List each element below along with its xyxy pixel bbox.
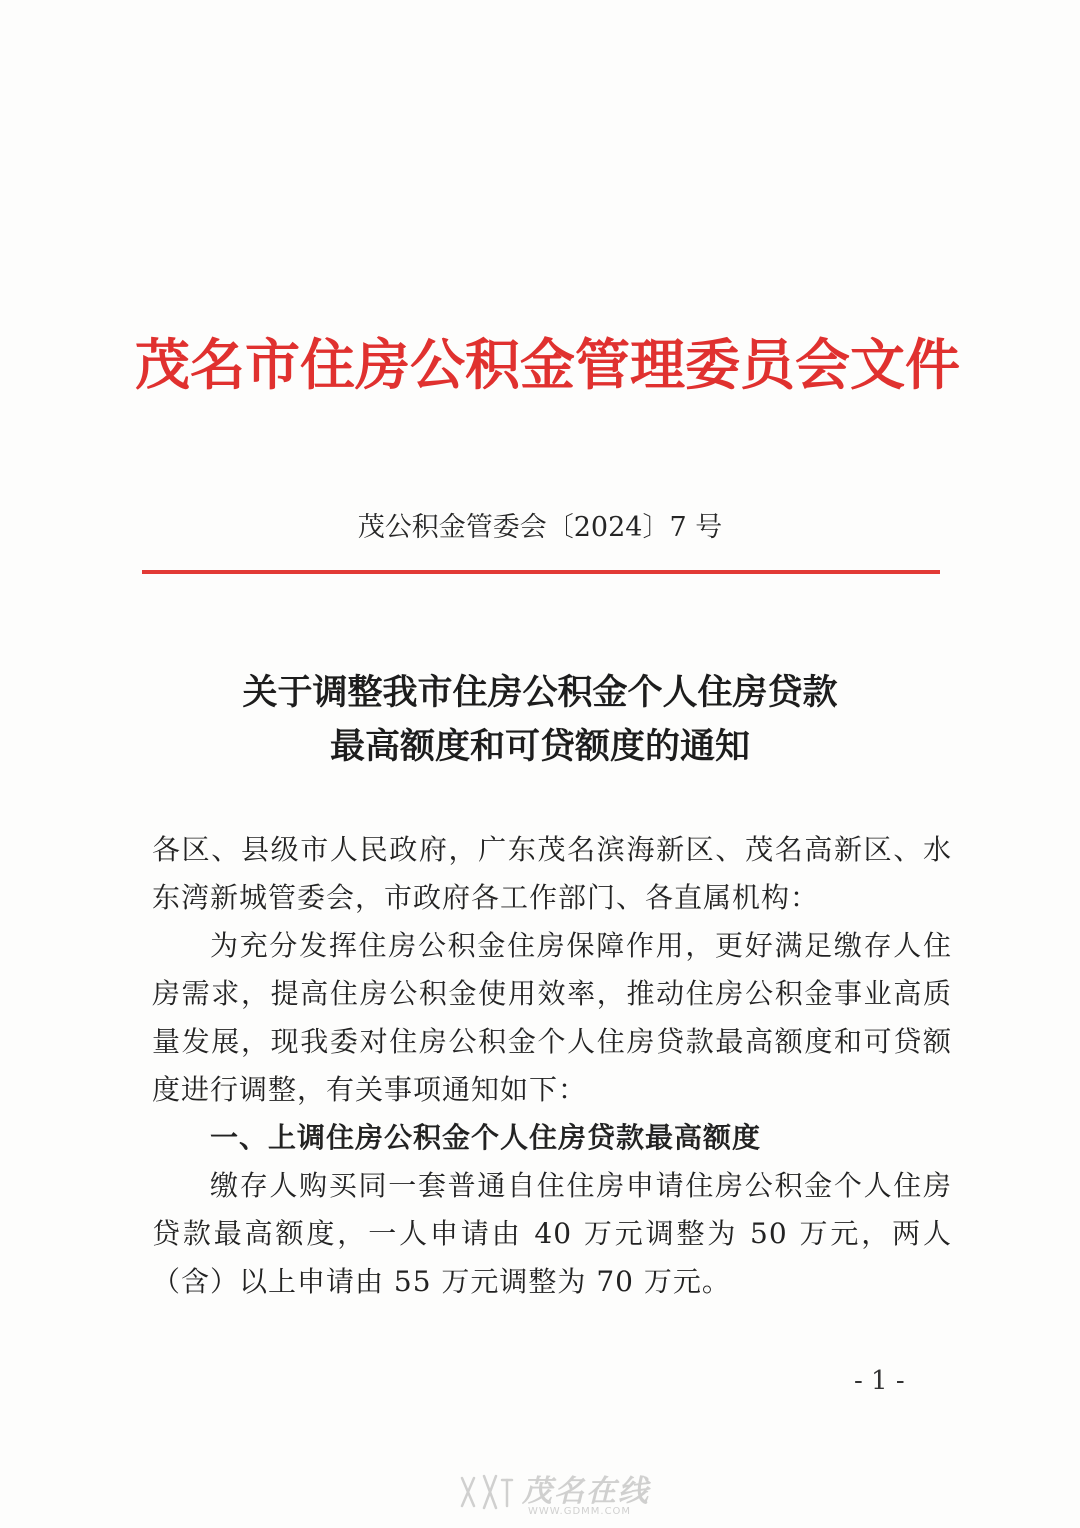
page-number: - 1 - — [854, 1366, 905, 1396]
watermark-url: WWW.GDMM.COM — [528, 1506, 632, 1517]
intro-paragraph: 为充分发挥住房公积金住房保障作用，更好满足缴存人住房需求，提高住房公积金使用效率，推动住房公积金事业高质量发展，现我委对住房公积金个人住房贷款最高额度和可贷额度进行调整，有关事项通知如下： — [152, 929, 952, 1106]
section-1-paragraph: 缴存人购买同一套普通自住住房申请住房公积金个人住房贷款最高额度，一人申请由 40 万元调整为 50 万元，两人（含）以上申请由 55 万元调整为 70 万元。 — [152, 1169, 952, 1298]
red-divider — [142, 570, 940, 574]
addressee: 各区、县级市人民政府，广东茂名滨海新区、茂名高新区、水东湾新城管委会，市政府各工作部门、各直属机构： — [152, 833, 952, 914]
notice-title-line-2: 最高额度和可贷额度的通知 — [329, 727, 750, 767]
section-1-heading: 一、上调住房公积金个人住房贷款最高额度 — [210, 1121, 762, 1154]
watermark-brand: 茂名在线 — [522, 1474, 650, 1509]
notice-title-line-1: 关于调整我市住房公积金个人住房贷款 — [242, 673, 838, 713]
issuer-header: 茂名市住房公积金管理委员会文件 — [135, 333, 961, 397]
document-number: 茂公积金管委会〔2024〕7 号 — [357, 512, 723, 543]
notice-body — [152, 826, 952, 1306]
notice-title — [140, 666, 940, 774]
watermark — [456, 1466, 656, 1524]
watermark-logo-icon — [456, 1470, 516, 1514]
